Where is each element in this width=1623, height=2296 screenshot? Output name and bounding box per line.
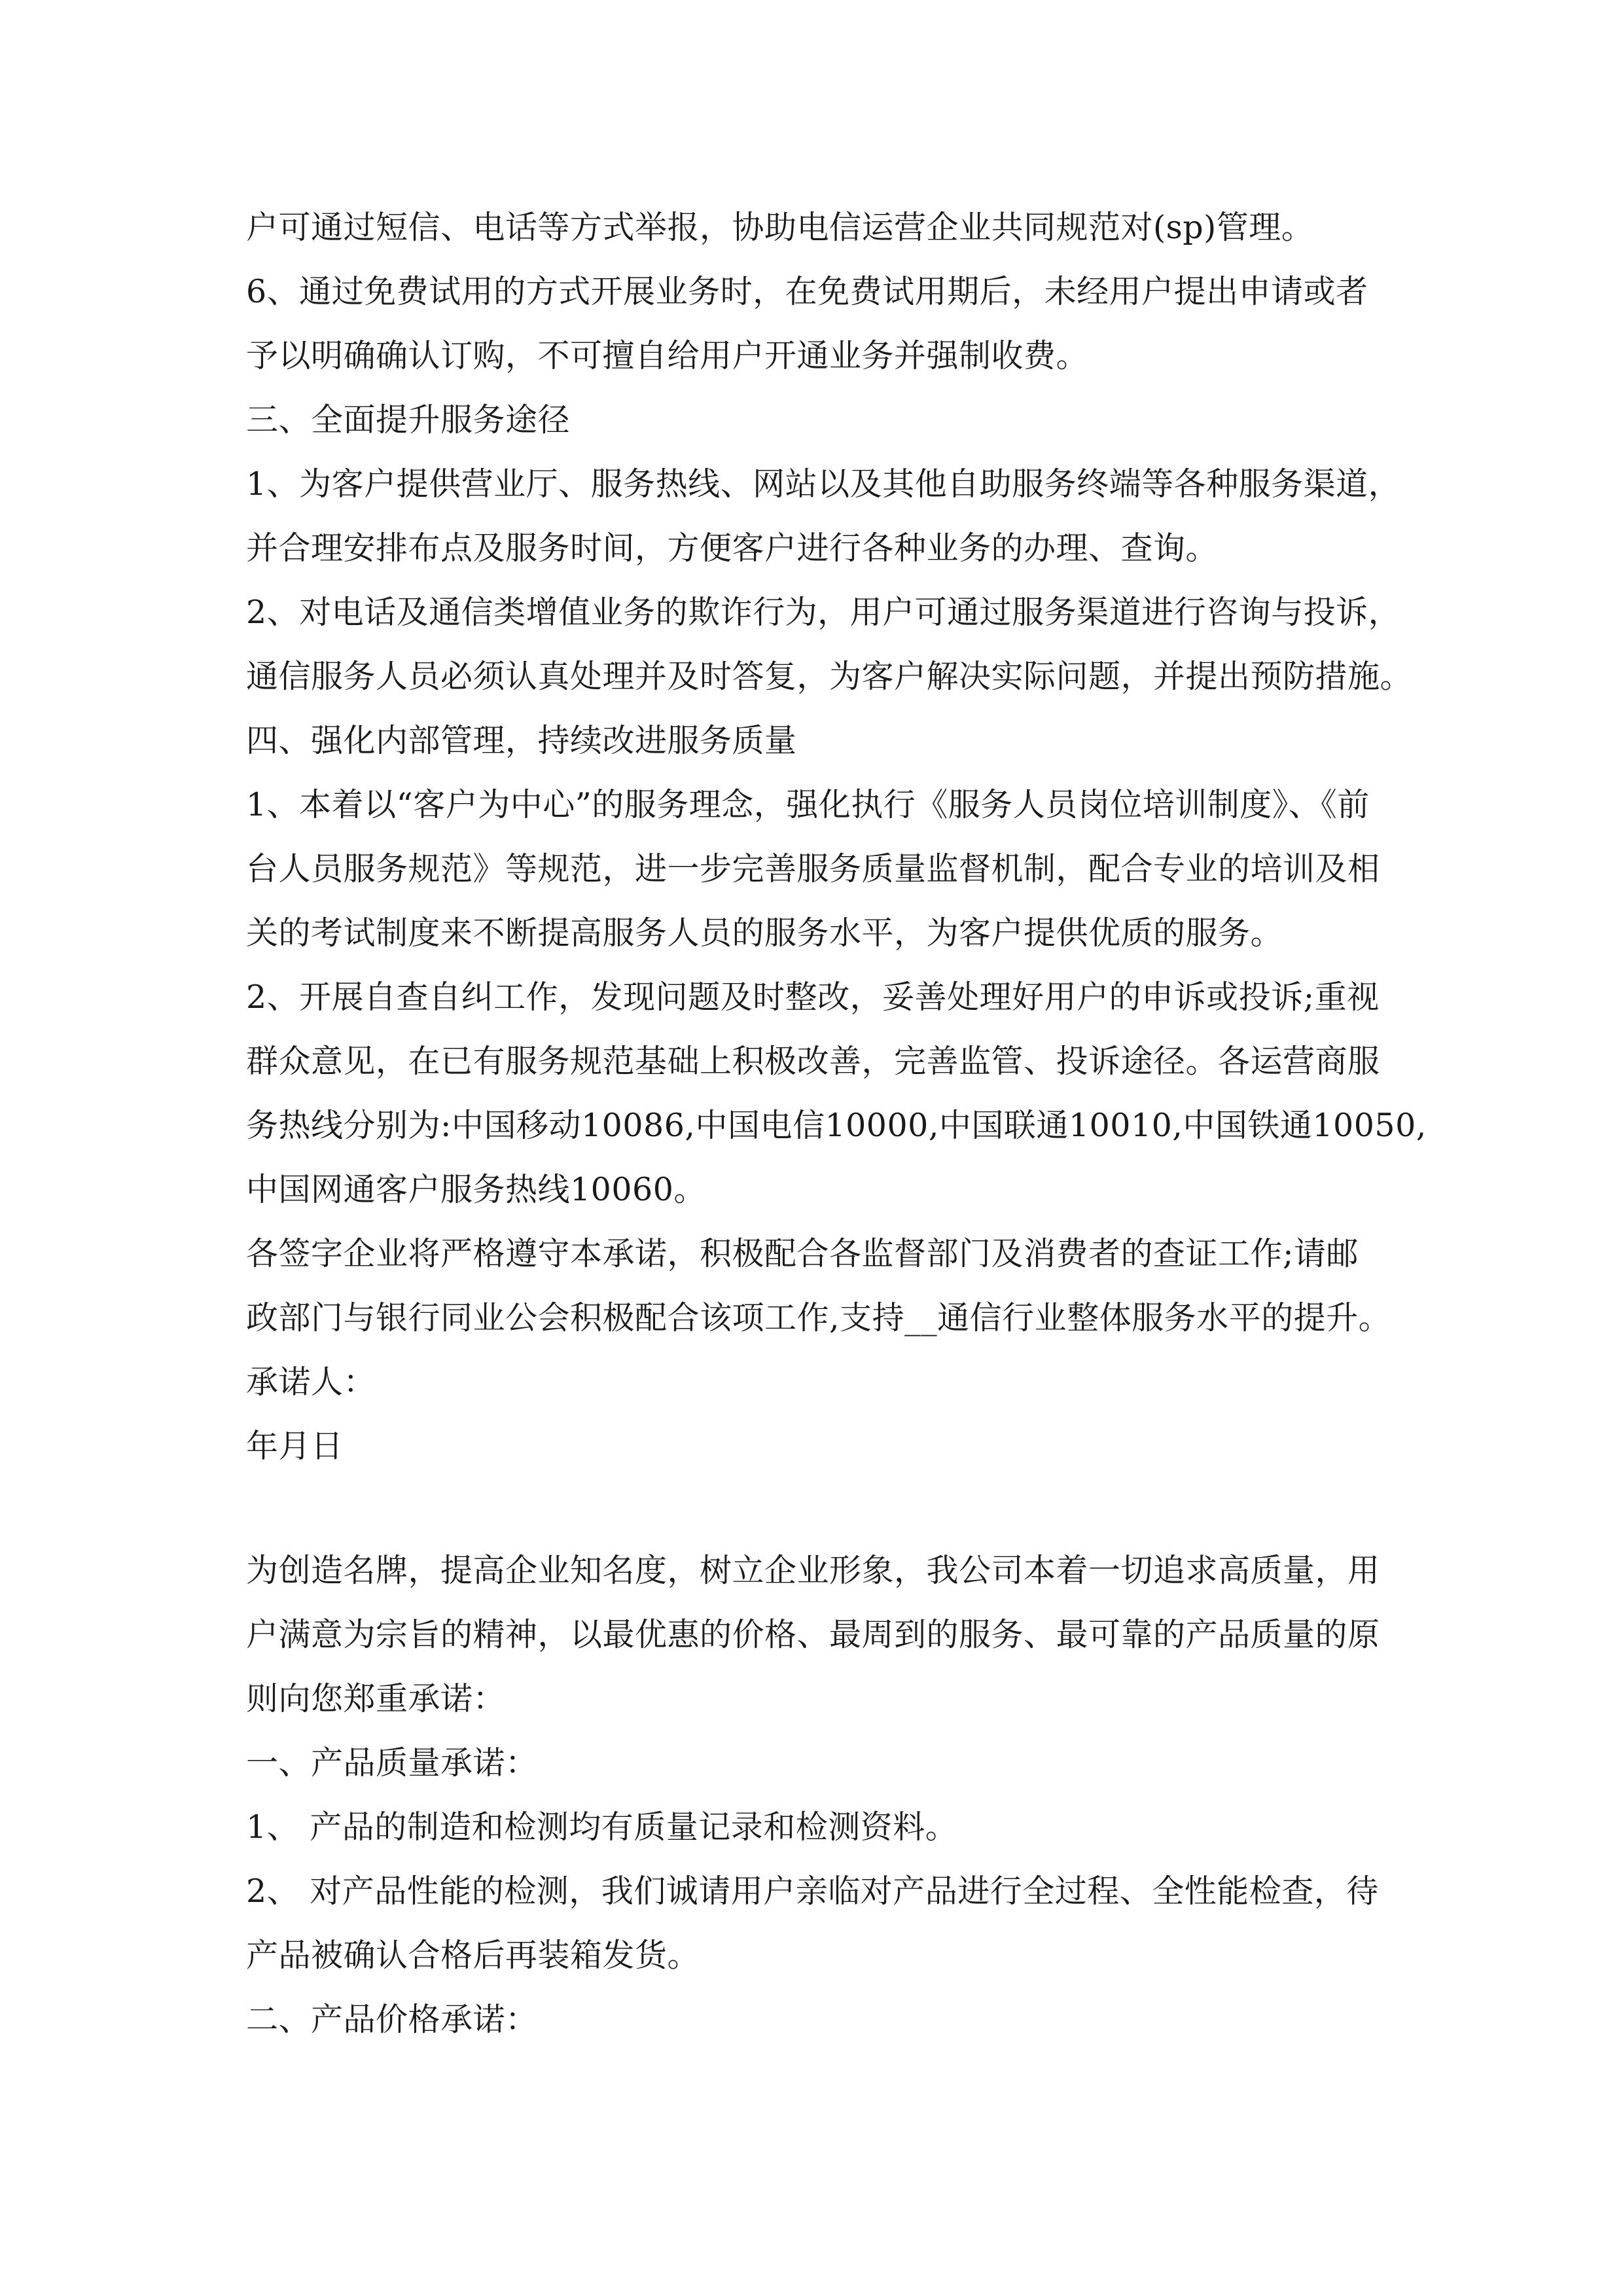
text-line: 6、通过免费试用的方式开展业务时，在免费试用期后，未经用户提出申请或者	[246, 273, 1368, 310]
text-line: 群众意见，在已有服务规范基础上积极改善，完善监管、投诉途径。各运营商服	[246, 1043, 1380, 1080]
section-heading: 一、产品质量承诺：	[246, 1744, 538, 1782]
text-line: 2、 对产品性能的检测，我们诚请用户亲临对产品进行全过程、全性能检查，待	[246, 1873, 1379, 1910]
section-heading: 二、产品价格承诺：	[246, 2001, 538, 2038]
text-line: 并合理安排布点及服务时间，方便客户进行各种业务的办理、查询。	[246, 529, 1219, 567]
signatory-label: 承诺人：	[246, 1363, 376, 1401]
text-line: 关的考试制度来不断提高服务人员的服务水平，为客户提供优质的服务。	[246, 914, 1283, 952]
text-line: 1、为客户提供营业厅、服务热线、网站以及其他自助服务终端等各种服务渠道，	[246, 465, 1401, 503]
section-heading: 三、全面提升服务途径	[246, 401, 571, 439]
text-line: 台人员服务规范》等规范，进一步完善服务质量监督机制，配合专业的培训及相	[246, 850, 1380, 888]
text-line: 户满意为宗旨的精神，以最优惠的价格、最周到的服务、最可靠的产品质量的原	[246, 1616, 1380, 1653]
date-label: 年月日	[246, 1427, 344, 1465]
text-line: 2、对电话及通信类增值业务的欺诈行为，用户可通过服务渠道进行咨询与投诉，	[246, 594, 1401, 631]
text-line: 予以明确确认订购，不可擅自给用户开通业务并强制收费。	[246, 337, 1089, 374]
text-line: 则向您郑重承诺：	[246, 1680, 506, 1717]
text-line: 各签字企业将严格遵守本承诺，积极配合各监督部门及消费者的查证工作;请邮	[246, 1235, 1359, 1272]
text-line: 为创造名牌，提高企业知名度，树立企业形象，我公司本着一切追求高质量，用	[246, 1552, 1380, 1589]
text-line: 产品被确认合格后再装箱发货。	[246, 1937, 700, 1974]
text-line: 务热线分别为:中国移动10086,中国电信10000,中国联通10010,中国铁通10050,	[246, 1107, 1427, 1144]
text-line: 户可通过短信、电话等方式举报，协助电信运营企业共同规范对(sp)管理。	[246, 209, 1314, 246]
text-line: 通信服务人员必须认真处理并及时答复，为客户解决实际问题，并提出预防措施。	[246, 658, 1413, 695]
text-line: 2、开展自查自纠工作，发现问题及时整改，妥善处理好用户的申诉或投诉;重视	[246, 978, 1380, 1016]
text-line: 1、本着以“客户为中心”的服务理念，强化执行《服务人员岗位培训制度》、《前	[246, 786, 1370, 823]
text-line: 政部门与银行同业公会积极配合该项工作,支持__通信行业整体服务水平的提升。	[246, 1299, 1391, 1336]
text-line: 中国网通客户服务热线10060。	[246, 1171, 706, 1208]
text-line: 1、 产品的制造和检测均有质量记录和检测资料。	[246, 1808, 958, 1846]
section-heading: 四、强化内部管理，持续改进服务质量	[246, 722, 797, 759]
